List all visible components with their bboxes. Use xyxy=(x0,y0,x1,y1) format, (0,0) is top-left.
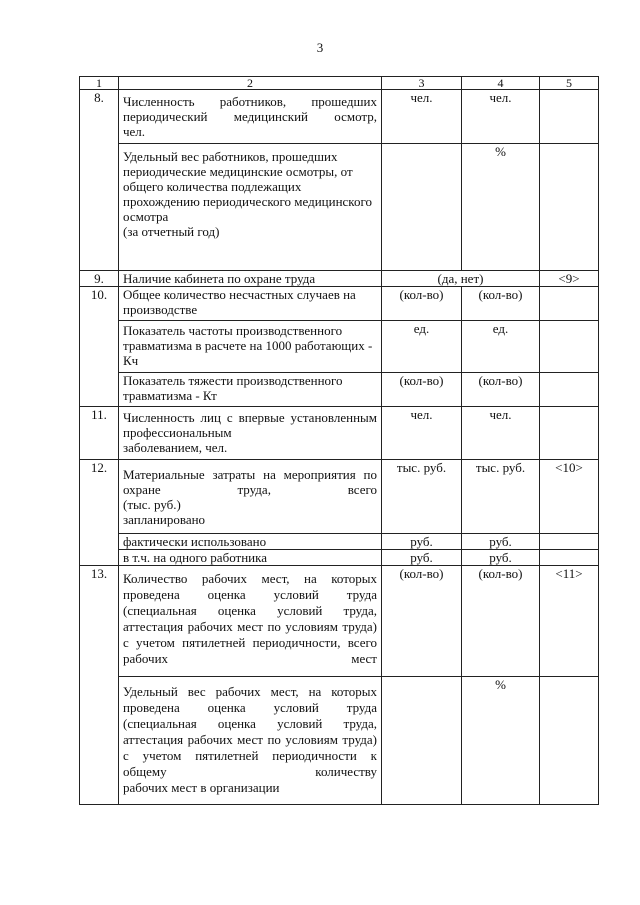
row-8b-text xyxy=(119,144,382,271)
row-12c-col3: руб. xyxy=(382,550,462,566)
report-table xyxy=(79,76,599,805)
row-12a-col4: тыс. руб. xyxy=(462,460,540,534)
row-13a-body: Количество рабочих мест, на которых проведена оценка условий труда (специальная оценка условий труда, аттестация рабочих мест по условиям труда) с учетом пятилетней периодичности, всего рабочих мест xyxy=(123,571,377,666)
row-12c-col5 xyxy=(540,550,599,566)
row-11-col3: чел. xyxy=(382,407,462,460)
page-number: 3 xyxy=(316,40,324,55)
row-8a-body: Численность работников, прошедших периодический медицинский осмотр, xyxy=(123,94,377,124)
row-13-number: 13. xyxy=(80,566,119,805)
table-row xyxy=(80,677,599,805)
row-12-number: 12. xyxy=(80,460,119,566)
row-8a-col4: чел. xyxy=(462,90,540,144)
row-10a-text: Общее количество несчастных случаев на производстве xyxy=(119,287,382,321)
row-8b-body: Удельный вес работников, прошедших периодические медицинские осмотры, от общего количества подлежащих прохождению периодического медицинского осмотра xyxy=(123,149,372,224)
header-col-5: 5 xyxy=(540,77,599,90)
header-col-4: 4 xyxy=(462,77,540,90)
row-10c-col4: (кол-во) xyxy=(462,373,540,407)
header-col-1: 1 xyxy=(80,77,119,90)
row-11-body: Численность лиц с впервые установленным профессиональным xyxy=(123,410,377,440)
table-row xyxy=(80,144,599,271)
row-11-col4: чел. xyxy=(462,407,540,460)
row-13b-col5 xyxy=(540,677,599,805)
header-row xyxy=(80,77,599,90)
row-13a-col3: (кол-во) xyxy=(382,566,462,677)
row-8b-col5 xyxy=(540,144,599,271)
table-row xyxy=(80,460,599,534)
table-row xyxy=(80,566,599,677)
row-13b-text xyxy=(119,677,382,805)
row-12c-col4: руб. xyxy=(462,550,540,566)
row-12b-col3: руб. xyxy=(382,534,462,550)
table-row xyxy=(80,534,599,550)
row-13a-col4: (кол-во) xyxy=(462,566,540,677)
row-9-text: Наличие кабинета по охране труда xyxy=(119,271,382,287)
header-col-3: 3 xyxy=(382,77,462,90)
row-9-col5: <9> xyxy=(540,271,599,287)
row-10-number: 10. xyxy=(80,287,119,407)
row-10a-col3: (кол-во) xyxy=(382,287,462,321)
row-8b-col4: % xyxy=(462,144,540,271)
row-12a-col5: <10> xyxy=(540,460,599,534)
table-row xyxy=(80,271,599,287)
row-11-tail: заболеванием, чел. xyxy=(123,440,228,455)
header-col-2: 2 xyxy=(119,77,382,90)
row-12b-col4: руб. xyxy=(462,534,540,550)
table-row xyxy=(80,90,599,144)
row-13b-body: Удельный вес рабочих мест, на которых проведена оценка условий труда (специальная оценка условий труда, аттестация рабочих мест по условиям труда) с учетом пятилетней периодичности к общему количеству xyxy=(123,684,377,779)
row-13b-tail: рабочих мест в организации xyxy=(123,780,280,795)
table-row xyxy=(80,550,599,566)
row-10c-col3: (кол-во) xyxy=(382,373,462,407)
row-12a-line2: (тыс. руб.) xyxy=(123,497,181,512)
row-12a-text xyxy=(119,460,382,534)
row-9-col34: (да, нет) xyxy=(382,271,540,287)
row-12b-col5 xyxy=(540,534,599,550)
row-12a-line3: запланировано xyxy=(123,512,206,527)
row-10a-col5 xyxy=(540,287,599,321)
row-12a-col3: тыс. руб. xyxy=(382,460,462,534)
row-12b-text: фактически использовано xyxy=(119,534,382,550)
row-10b-text: Показатель частоты производственного травматизма в расчете на 1000 работающих - Кч xyxy=(119,321,382,373)
row-10c-text: Показатель тяжести производственного травматизма - Кт xyxy=(119,373,382,407)
row-8b-col3 xyxy=(382,144,462,271)
row-13b-col4: % xyxy=(462,677,540,805)
row-10b-col5 xyxy=(540,321,599,373)
row-10b-col4: ед. xyxy=(462,321,540,373)
row-13b-col3 xyxy=(382,677,462,805)
row-11-number: 11. xyxy=(80,407,119,460)
table-row xyxy=(80,321,599,373)
row-10a-col4: (кол-во) xyxy=(462,287,540,321)
row-10c-col5 xyxy=(540,373,599,407)
table-row xyxy=(80,373,599,407)
row-8a-col3: чел. xyxy=(382,90,462,144)
row-8b-tail: (за отчетный год) xyxy=(123,224,220,239)
row-8a-tail: чел. xyxy=(123,124,146,139)
row-11-col5 xyxy=(540,407,599,460)
row-8a-col5 xyxy=(540,90,599,144)
row-12c-text: в т.ч. на одного работника xyxy=(119,550,382,566)
row-9-number: 9. xyxy=(80,271,119,287)
row-10b-col3: ед. xyxy=(382,321,462,373)
row-13a-text xyxy=(119,566,382,677)
row-11-text xyxy=(119,407,382,460)
table-row xyxy=(80,287,599,321)
row-8a-text xyxy=(119,90,382,144)
row-12a-body: Материальные затраты на мероприятия по охране труда, всего xyxy=(123,467,377,497)
row-8-number: 8. xyxy=(80,90,119,271)
row-13a-col5: <11> xyxy=(540,566,599,677)
table-row xyxy=(80,407,599,460)
